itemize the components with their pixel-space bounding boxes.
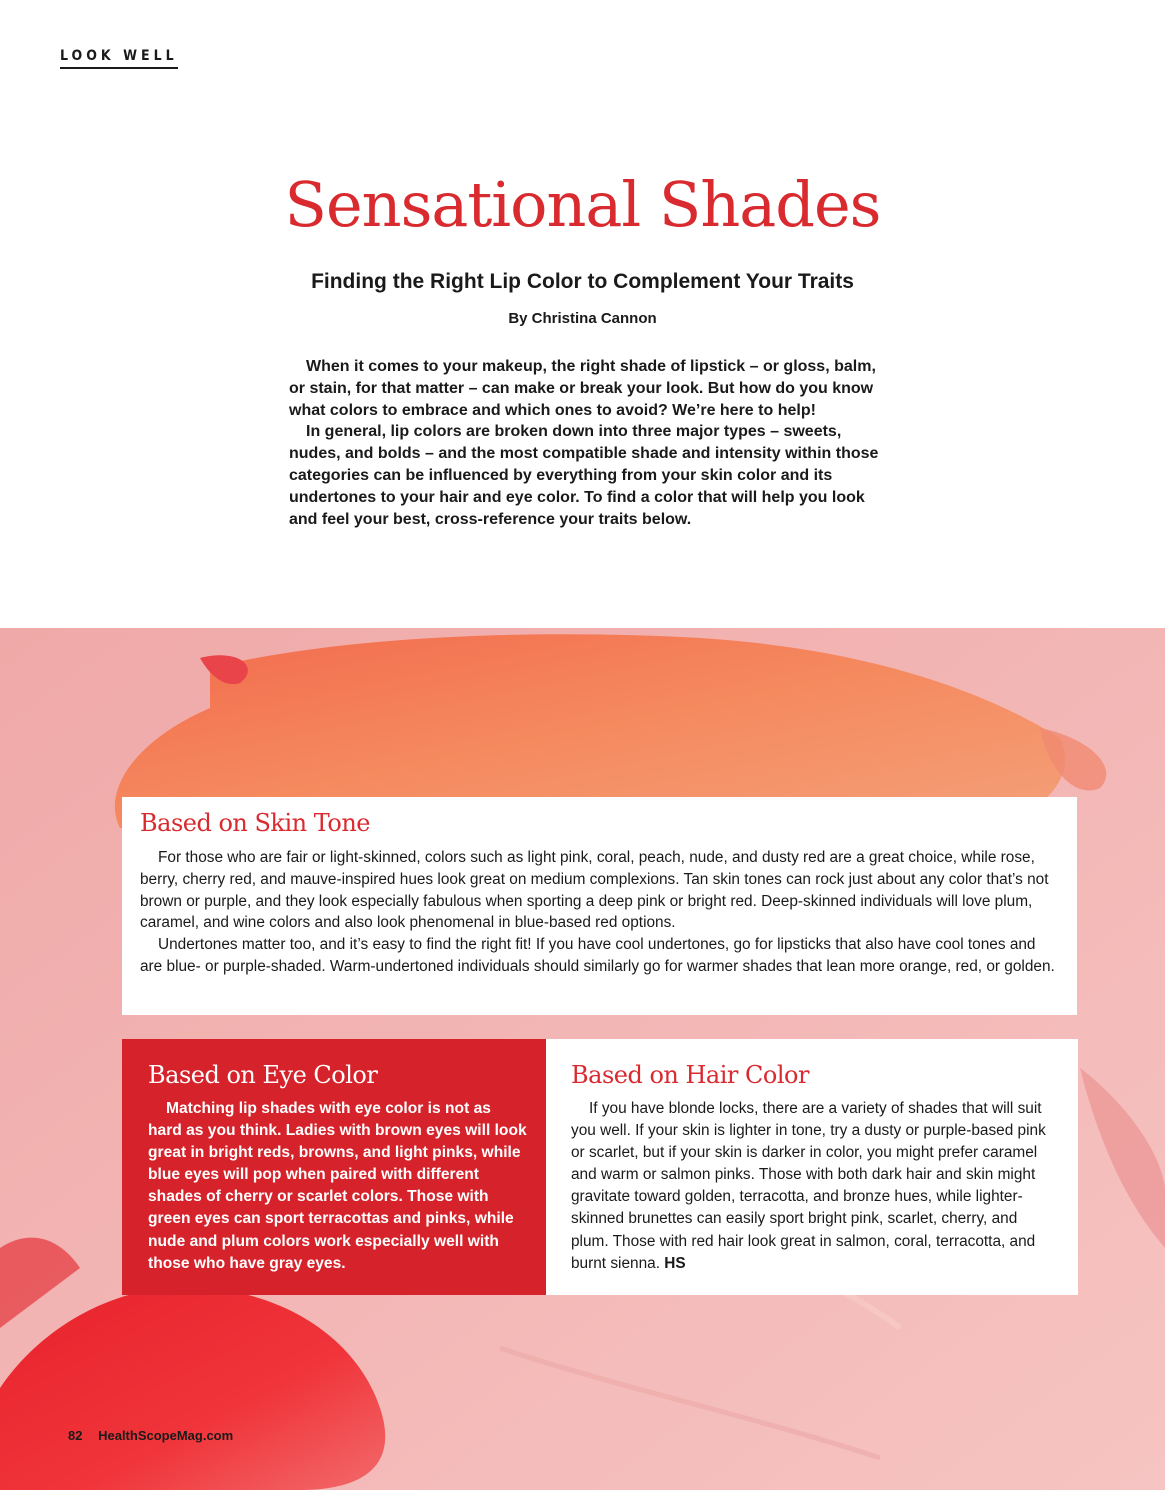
skin-tone-heading: Based on Skin Tone bbox=[140, 809, 370, 837]
eye-color-box bbox=[122, 1039, 546, 1295]
article-subtitle: Finding the Right Lip Color to Complement Your Traits bbox=[311, 270, 854, 293]
section-tag: LOOK WELL bbox=[60, 48, 178, 69]
skin-tone-text bbox=[140, 847, 1060, 978]
intro-paragraph: When it comes to your makeup, the right shade of lipstick – or gloss, balm, or stain, for that matter – can make or break your look. But how do you know what colors to embrace and which ones to avoid? We’re here to help! bbox=[289, 358, 876, 419]
byline: By Christina Cannon bbox=[508, 310, 657, 327]
hair-color-paragraph bbox=[571, 1098, 1051, 1275]
hair-color-paragraph-text: If you have blonde locks, there are a variety of shades that will suit you well. If your skin is lighter in tone, try a dusty or purple-based pink or scarlet, but if your skin is darker in color, you might prefer caramel and warm or salmon pinks. Those with both dark hair and skin might gravitate toward golden, terracotta, and bronze hues, while lighter-skinned brunettes can easily sport bright pink, scarlet, cherry, and plum. Those with red hair look great in salmon, coral, terracotta, and burnt sienna. bbox=[571, 1100, 1046, 1272]
eye-color-text bbox=[148, 1098, 528, 1275]
hair-color-text bbox=[571, 1098, 1051, 1275]
intro-paragraph: In general, lip colors are broken down into three major types – sweets, nudes, and bolds – and the most compatible shade and intensity within those categories can be influenced by everything from your skin color and its undertones to your hair and eye color. To find a color that will help you look and feel your best, cross-reference your traits below. bbox=[289, 423, 879, 528]
article-title: Sensational Shades bbox=[284, 168, 881, 241]
skin-tone-paragraph: For those who are fair or light-skinned, colors such as light pink, coral, peach, nude, and dusty red are a great choice, while rose, berry, cherry red, and mauve-inspired hues look great on medium complexions. Tan skin tones can rock just about any color that’s not brown or purple, and they look especially fabulous when sporting a deep pink or bright red. Deep-skinned individuals will love plum, caramel, and wine colors and also look phenomenal in blue-based red options. bbox=[140, 849, 1049, 932]
page-footer bbox=[68, 1428, 233, 1443]
end-mark: HS bbox=[664, 1254, 686, 1272]
page-number: 82 bbox=[68, 1428, 83, 1443]
eye-color-heading: Based on Eye Color bbox=[148, 1061, 378, 1089]
site-url: HealthScopeMag.com bbox=[98, 1428, 234, 1443]
intro-text bbox=[289, 356, 889, 530]
eye-color-paragraph: Matching lip shades with eye color is not as hard as you think. Ladies with brown eyes will look great in bright reds, browns, and light pinks, while blue eyes will pop when paired with different shades of cherry or scarlet colors. Those with green eyes can sport terracottas and pinks, while nude and plum colors work especially well with those who have gray eyes. bbox=[148, 1100, 527, 1272]
hair-color-heading: Based on Hair Color bbox=[571, 1061, 809, 1089]
hair-color-box bbox=[546, 1039, 1078, 1295]
skin-tone-box bbox=[122, 797, 1077, 1015]
skin-tone-paragraph: Undertones matter too, and it’s easy to find the right fit! If you have cool undertones, go for lipsticks that also have cool tones and are blue- or purple-shaded. Warm-undertoned individuals should similarly go for warmer shades that lean more orange, red, or golden. bbox=[140, 936, 1055, 975]
